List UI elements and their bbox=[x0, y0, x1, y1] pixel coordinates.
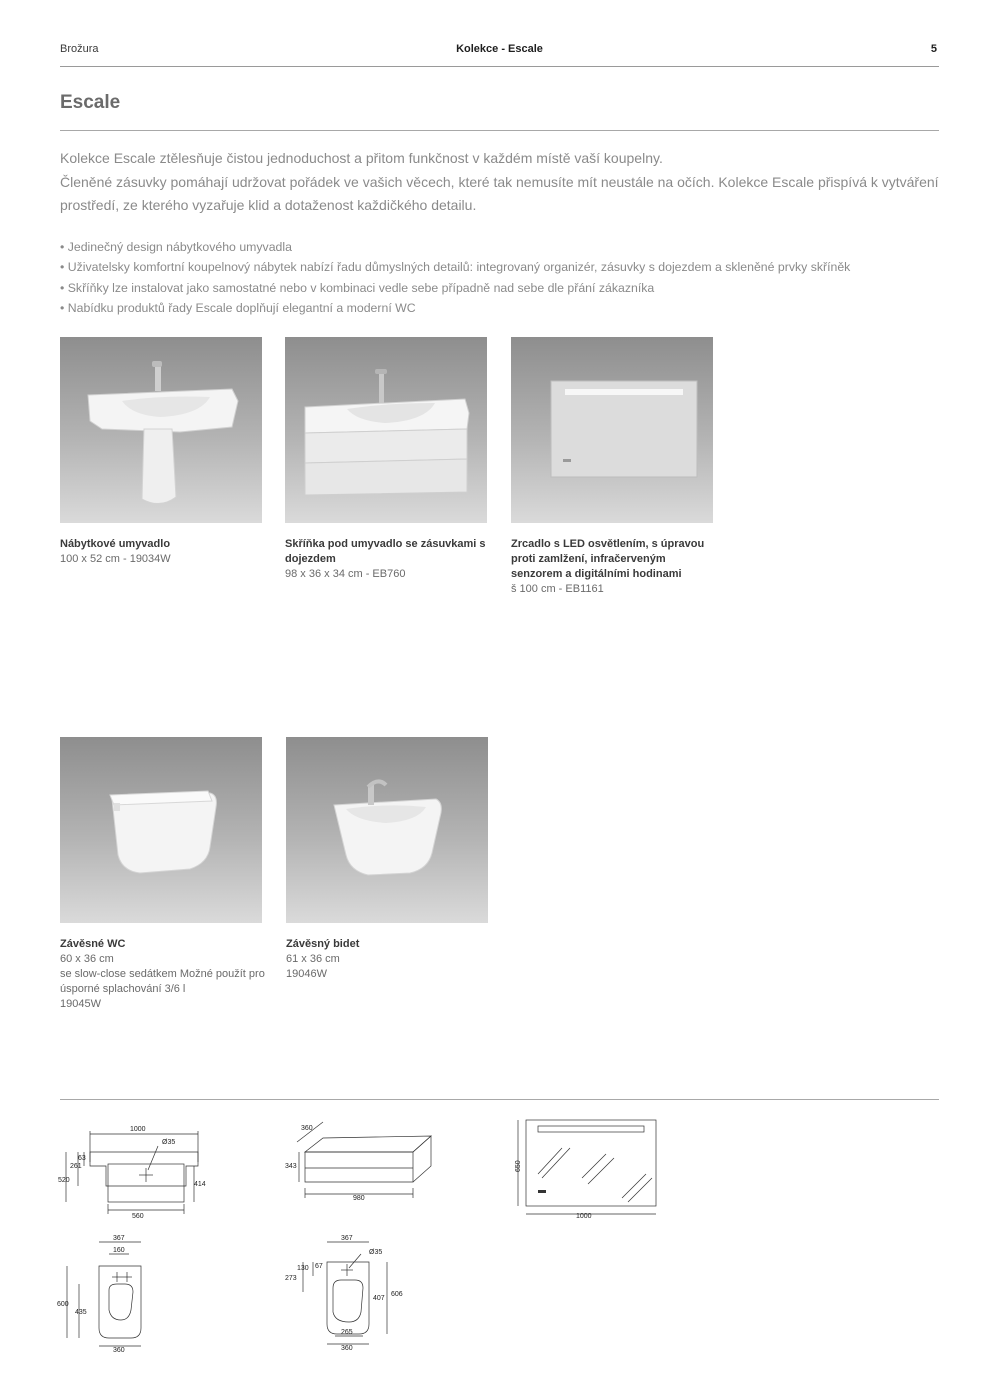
product-name: Nábytkové umyvadlo bbox=[60, 538, 171, 550]
product-detail: 19045W bbox=[60, 998, 101, 1010]
product-detail: 100 x 52 cm - 19034W bbox=[60, 553, 171, 565]
product-card bbox=[60, 337, 270, 567]
dim-wc-inner: 160 bbox=[113, 1247, 125, 1254]
header-brochure: Brožura bbox=[60, 43, 99, 55]
dim-wc-bottom: 360 bbox=[113, 1347, 125, 1354]
dim-cabinet-width: 980 bbox=[353, 1195, 365, 1202]
dim-mirror-height: 650 bbox=[515, 1160, 522, 1172]
feature-list bbox=[60, 237, 940, 318]
feature-item: • Uživatelsky komfortní koupelnový nábytek nabízí řadu důmyslných detailů: integrovaný organizér, zásuvky s dojezdem a skleněné prvky skříněk bbox=[60, 260, 851, 275]
page-number: 5 bbox=[930, 43, 937, 55]
cabinet-technical-drawing bbox=[283, 1118, 433, 1204]
dim-basin-560: 560 bbox=[132, 1213, 144, 1220]
basin-photo bbox=[60, 337, 262, 523]
dim-bidet-130: 130 bbox=[297, 1265, 309, 1272]
dim-mirror-width: 1000 bbox=[576, 1213, 592, 1220]
dim-basin-hole: Ø35 bbox=[162, 1139, 176, 1146]
drawings-divider bbox=[60, 1099, 939, 1100]
dim-bidet-265: 265 bbox=[341, 1329, 353, 1336]
bidet-photo bbox=[286, 737, 488, 923]
wc-technical-drawing bbox=[55, 1232, 155, 1356]
dim-bidet-273: 273 bbox=[285, 1275, 297, 1282]
dim-wc-600: 600 bbox=[57, 1301, 69, 1308]
dim-wc-top: 367 bbox=[113, 1235, 125, 1242]
dim-basin-261: 261 bbox=[70, 1163, 82, 1170]
dim-bidet-top: 367 bbox=[341, 1235, 353, 1242]
dim-bidet-67: 67 bbox=[315, 1263, 323, 1270]
mirror-photo bbox=[511, 337, 713, 523]
bidet-technical-drawing bbox=[283, 1232, 413, 1356]
intro-text bbox=[60, 147, 940, 218]
dim-bidet-606: 606 bbox=[391, 1291, 403, 1298]
page-title: Escale bbox=[60, 92, 121, 113]
dim-bidet-hole: Ø35 bbox=[369, 1249, 383, 1256]
mirror-technical-drawing bbox=[508, 1114, 668, 1224]
header-collection: Kolekce - Escale bbox=[456, 43, 543, 55]
product-detail: 60 x 36 cm bbox=[60, 953, 114, 965]
dim-basin-414: 414 bbox=[194, 1181, 206, 1188]
product-card bbox=[511, 337, 721, 597]
title-divider bbox=[60, 130, 939, 131]
intro-paragraph: Členěné zásuvky pomáhají udržovat pořádek ve vašich věcech, které tak nemusíte mít neustále na očích. Kolekce Escale přispívá k vytváření prostředí, ze kterého vyzařuje klid a dotaženost každičkého detailu. bbox=[60, 173, 939, 213]
dim-basin-width: 1000 bbox=[130, 1126, 146, 1133]
dim-wc-435: 435 bbox=[75, 1309, 87, 1316]
feature-item: • Nabídku produktů řady Escale doplňují elegantní a moderní WC bbox=[60, 300, 416, 315]
product-detail: se slow-close sedátkem Možné použít pro úsporné splachování 3/6 l bbox=[60, 968, 265, 995]
cabinet-photo bbox=[285, 337, 487, 523]
product-name: Zrcadlo s LED osvětlením, s úpravou proti zamlžení, infračerveným senzorem a digitálními hodinami bbox=[511, 538, 705, 580]
product-detail: š 100 cm - EB1161 bbox=[511, 583, 604, 595]
product-name: Závěsné WC bbox=[60, 938, 126, 950]
product-name: Závěsný bidet bbox=[286, 938, 360, 950]
clock-icon bbox=[538, 1190, 546, 1193]
dim-cabinet-height: 343 bbox=[285, 1163, 297, 1170]
dim-bidet-bottom: 360 bbox=[341, 1345, 353, 1352]
dim-basin-520: 520 bbox=[58, 1177, 70, 1184]
feature-item: • Skříňky lze instalovat jako samostatné nebo v kombinaci vedle sebe případně nad sebe dle přání zákazníka bbox=[60, 280, 655, 295]
intro-paragraph: Kolekce Escale ztělesňuje čistou jednoduchost a přitom funkčnost v každém místě vaší koupelny. bbox=[60, 150, 663, 166]
feature-item: • Jedinečný design nábytkového umyvadla bbox=[60, 240, 292, 254]
product-detail: 61 x 36 cm bbox=[286, 953, 340, 965]
product-detail: 19046W bbox=[286, 968, 327, 980]
page-header bbox=[60, 42, 939, 67]
product-name: Skříňka pod umyvadlo se zásuvkami s dojezdem bbox=[285, 538, 486, 565]
dim-basin-63: 63 bbox=[78, 1155, 86, 1162]
dim-cabinet-depth: 360 bbox=[301, 1125, 313, 1132]
dim-bidet-407: 407 bbox=[373, 1295, 385, 1302]
product-card bbox=[285, 337, 495, 582]
basin-technical-drawing bbox=[58, 1122, 208, 1222]
product-card bbox=[60, 737, 270, 1012]
product-card bbox=[286, 737, 496, 982]
product-detail: 98 x 36 x 34 cm - EB760 bbox=[285, 568, 406, 580]
wc-photo bbox=[60, 737, 262, 923]
